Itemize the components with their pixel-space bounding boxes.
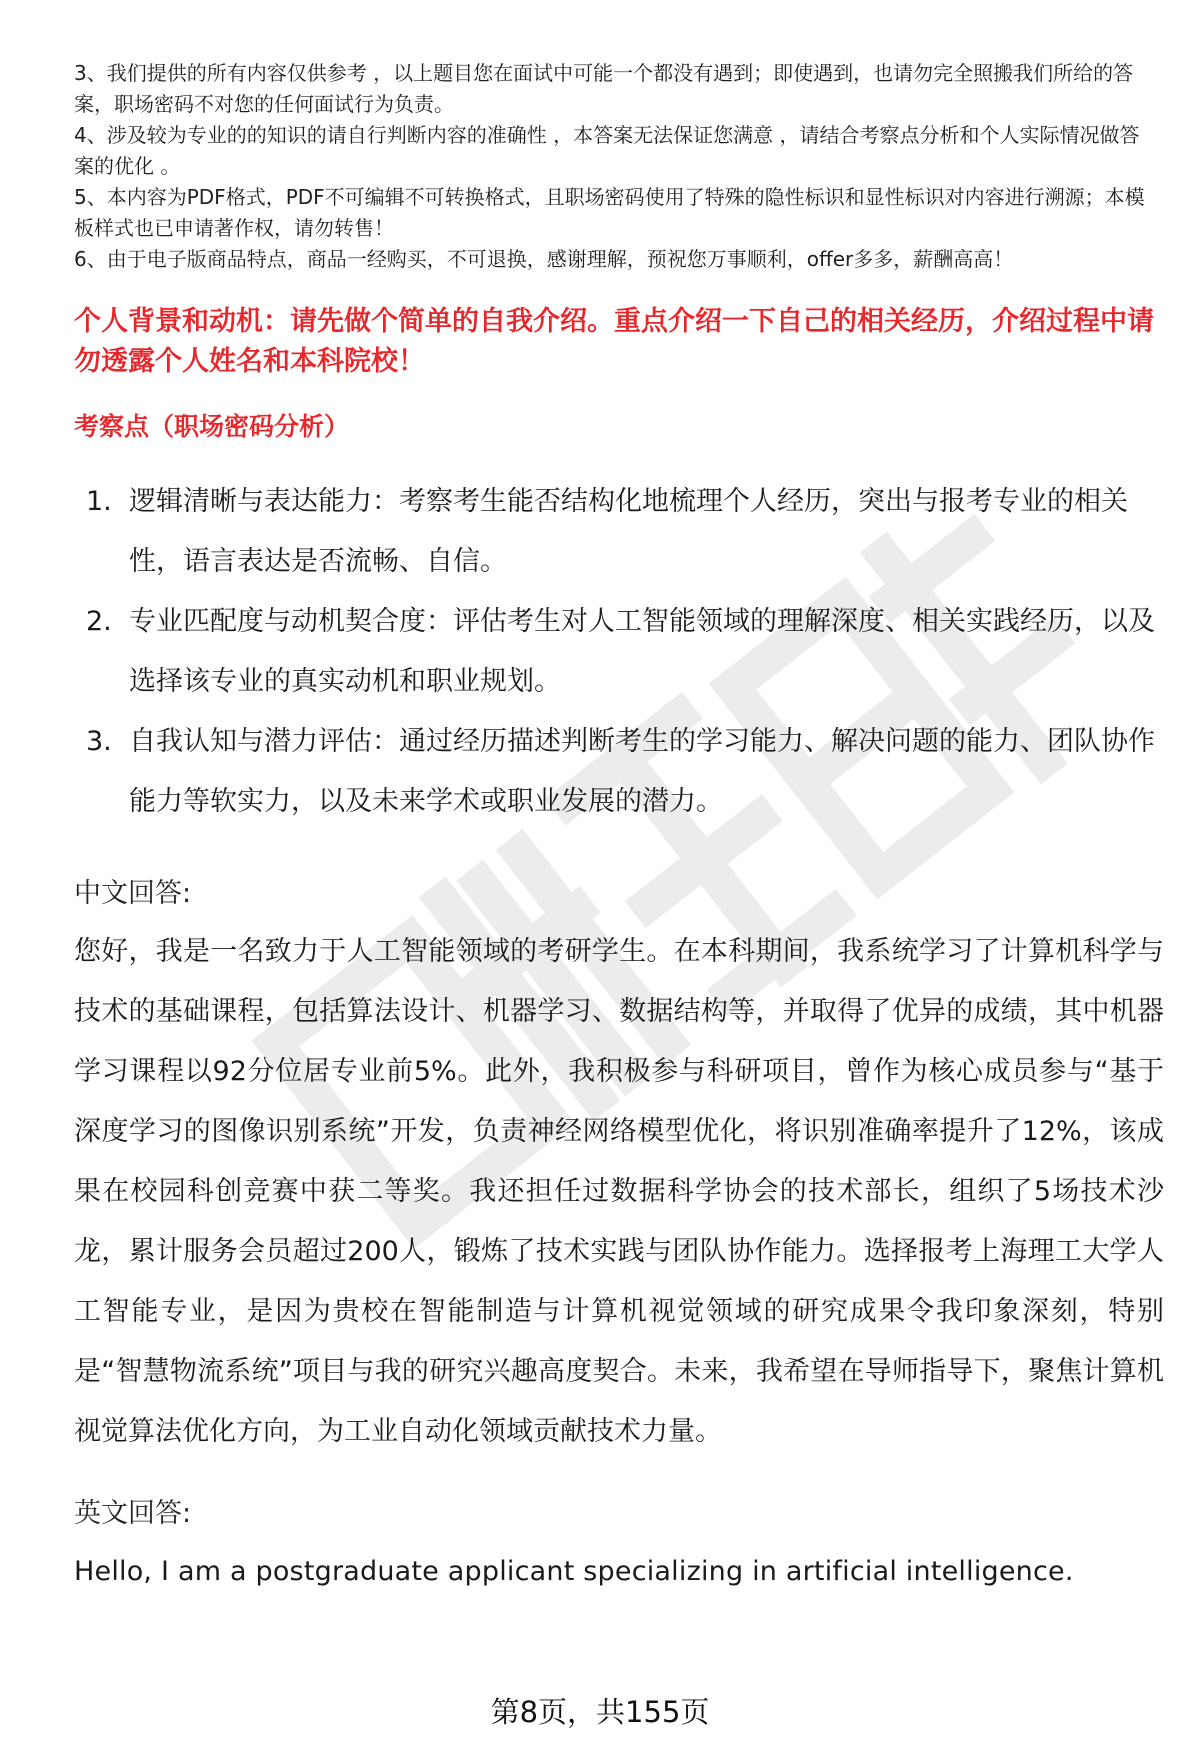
notice-item-6: 6、由于电子版商品特点，商品一经购买，不可退换，感谢理解，预祝您万事顺利，offer多多，薪酬高高！ [74, 247, 1014, 271]
document-page [74, 58, 1164, 1602]
list-item [74, 472, 1159, 592]
answer-cn-label: 中文回答: [74, 878, 192, 909]
list-number: 3. [86, 726, 112, 757]
list-text: 逻辑清晰与表达能力：考察考生能否结构化地梳理个人经历，突出与报考专业的相关性，语言表达是否流畅、自信。 [129, 486, 1128, 577]
answer-en-text: Hello, I am a postgraduate applicant specializing in artificial intelligence. [74, 1556, 1074, 1587]
question-heading: 个人背景和动机：请先做个简单的自我介绍。重点介绍一下自己的相关经历，介绍过程中请勿透露个人姓名和本科院校！ [74, 306, 1154, 377]
answer-cn-text: 您好，我是一名致力于人工智能领域的考研学生。在本科期间，我系统学习了计算机科学与技术的基础课程，包括算法设计、机器学习、数据结构等，并取得了优异的成绩，其中机器学习课程以92分位居专业前5%。此外，我积极参与科研项目，曾作为核心成员参与“基于深度学习的图像识别系统”开发，负责神经网络模型优化，将识别准确率提升了12%，该成果在校园科创竞赛中获二等奖。我还担任过数据科学协会的技术部长，组织了5场技术沙龙，累计服务会员超过200人，锻炼了技术实践与团队协作能力。选择报考上海理工大学人工智能专业，是因为贵校在智能制造与计算机视觉领域的研究成果令我印象深刻，特别是“智慧物流系统”项目与我的研究兴趣高度契合。未来，我希望在导师指导下，聚焦计算机视觉算法优化方向，为工业自动化领域贡献技术力量。 [74, 936, 1164, 1447]
notice-block [74, 58, 1159, 275]
points-heading: 考察点（职场密码分析） [74, 412, 350, 441]
list-item [74, 592, 1159, 712]
list-text: 专业匹配度与动机契合度：评估考生对人工智能领域的理解深度、相关实践经历，以及选择该专业的真实动机和职业规划。 [129, 606, 1155, 697]
notice-item-4: 4、涉及较为专业的的知识的请自行判断内容的准确性 ，本答案无法保证您满意 ，请结合考察点分析和个人实际情况做答案的优化 。 [74, 123, 1140, 178]
notice-item-3: 3、我们提供的所有内容仅供参考 ，以上题目您在面试中可能一个都没有遇到；即使遇到，也请勿完全照搬我们所给的答案，职场密码不对您的任何面试行为负责。 [74, 61, 1134, 116]
points-list [74, 472, 1159, 832]
page-number-footer: 第8页，共155页 [490, 1695, 710, 1729]
answer-en-label: 英文回答: [74, 1498, 192, 1529]
list-item [74, 712, 1159, 832]
notice-item-5: 5、本内容为PDF格式，PDF不可编辑不可转换格式，且职场密码使用了特殊的隐性标识和显性标识对内容进行溯源；本模板样式也已申请著作权，请勿转售！ [74, 185, 1145, 240]
list-number: 2. [86, 606, 112, 637]
list-number: 1. [86, 486, 112, 517]
list-text: 自我认知与潜力评估：通过经历描述判断考生的学习能力、解决问题的能力、团队协作能力等软实力，以及未来学术或职业发展的潜力。 [129, 726, 1155, 817]
